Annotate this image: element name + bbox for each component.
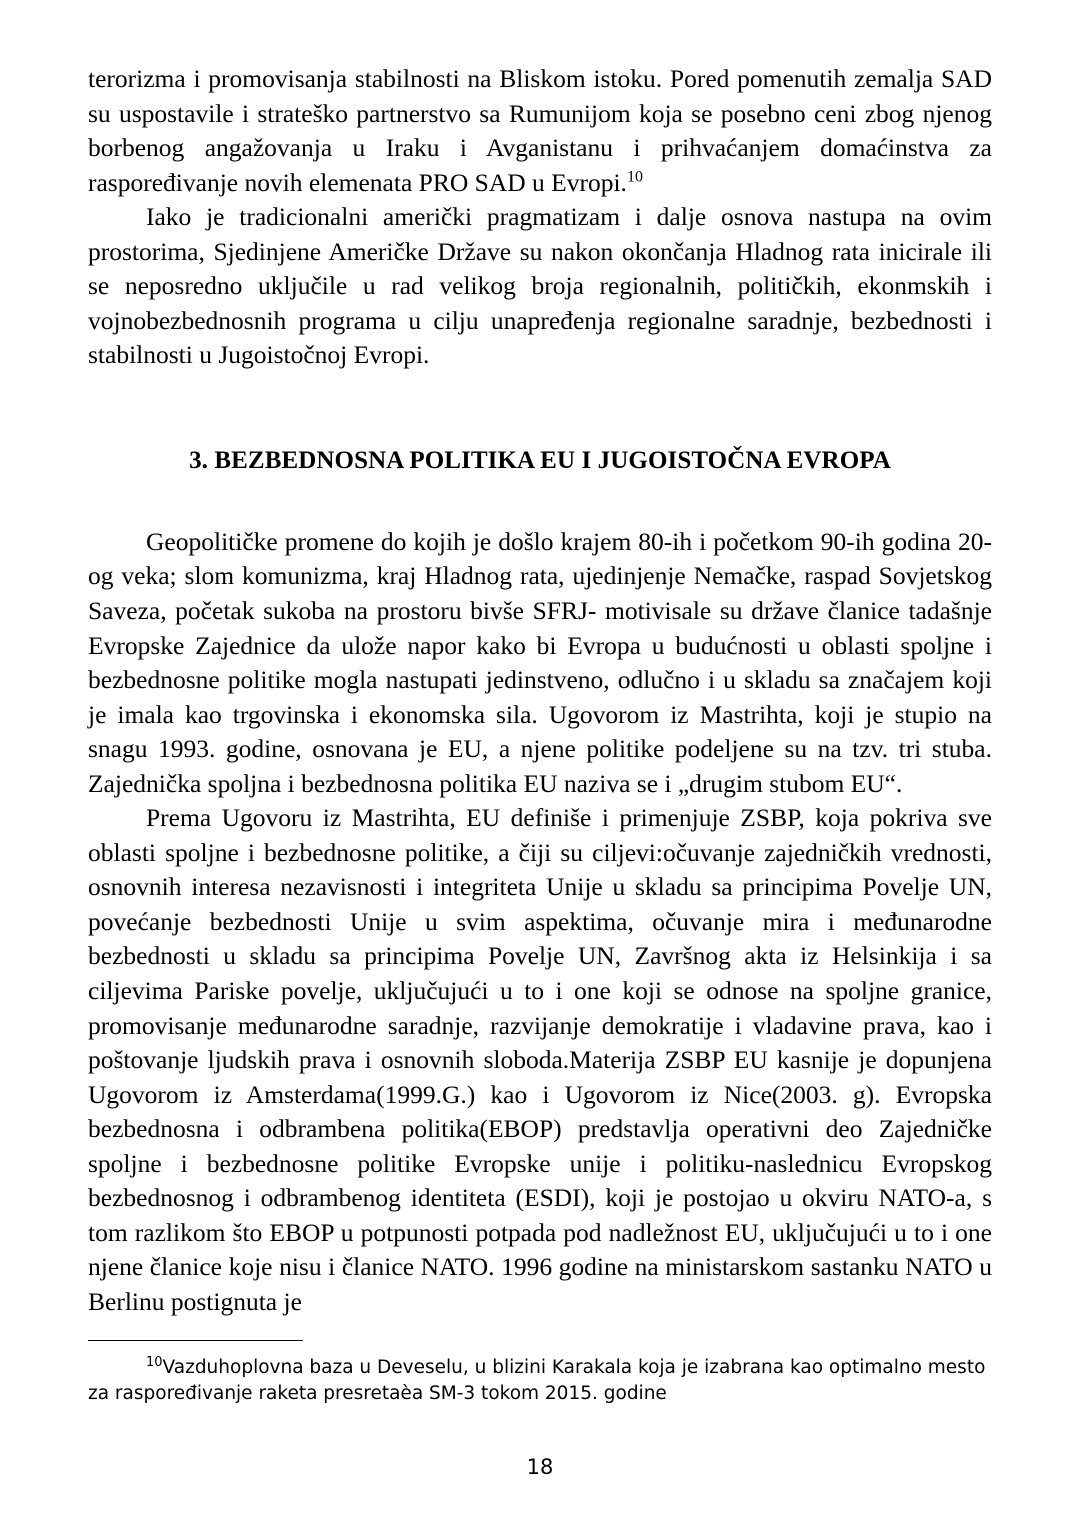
page-number: 18 (526, 1455, 554, 1479)
paragraph-pragmatizam: Iako je tradicionalni američki pragmatizam i dalje osnova nastupa na ovim prostorima, Sjedinjene Američke Države su nakon okončanja Hladnog rata inicirale ili se neposredno uključile u rad velikog broja regionalnih, političkih, ekonmskih i vojnobezbednosnih programa u cilju unapređenja regionalne saradnje, bezbednosti i stabilnosti u Jugoistočnoj Evropi. (88, 202, 992, 370)
footnote-marker: 10 (146, 1354, 163, 1370)
spacer-after-heading (88, 475, 992, 525)
footnote-body: Vazduhoplovna baza u Deveselu, u blizini Karakala koja je izabrana kao optimalno mesto za raspoređivanje raketa presretaèa SM-3 tokom 2015. godine (88, 1357, 986, 1404)
paragraph-text: terorizma i promovisanja stabilnosti na Bliskom istoku. Pored pomenutih zemalja SAD su uspostavile i strateško partnerstvo sa Rumunijom koja se posebno ceni zbog njenog borbenog angažovanja u Iraku i Avganistanu i prihvaćanjem domaćinstva za raspoređivanje novih elemenata PRO SAD u Evropi. (88, 64, 992, 197)
paragraph-geopoliticke: Geopolitičke promene do kojih je došlo krajem 80-ih i početkom 90-ih godina 20-og veka; slom komunizma, kraj Hladnog rata, ujedinjenje Nemačke, raspad Sovjetskog Saveza, početak sukoba na prostoru bivše SFRJ- motivisale su države članice tadašnje Evropske Zajednice da ulože napor kako bi Evropa u budućnosti u oblasti spoljne i bezbednosne politike mogla nastupati jedinstveno, odlučno i u skladu sa značajem koji je imala kao trgovinska i ekonomska sila. Ugovorom iz Mastrihta, koji je stupio na snagu 1993. godine, osnovana je EU, a njene politike podeljene su na tzv. tri stuba. Zajednička spoljna i bezbednosna politika EU naziva se i „drugim stubom EU“. (88, 526, 992, 798)
footnote (88, 1355, 992, 1406)
section-heading: 3. BEZBEDNOSNA POLITIKA EU I JUGOISTOČNA EVROPA (189, 446, 891, 474)
paragraph-zsbp: Prema Ugovoru iz Mastrihta, EU definiše i primenjuje ZSBP, koja pokriva sve oblasti spoljne i bezbednosne politike, a čiji su ciljevi:očuvanje zajedničkih vrednosti, osnovnih interesa nezavisnosti i integriteta Unije u skladu sa principima Povelje UN, povećanje bezbednosti Unije u svim aspektima, očuvanje mira i međunarodne bezbednosti u skladu sa principima Povelje UN, Završnog akta iz Helsinkija i sa ciljevima Pariske povelje, uključujući u to i one koji se odnose na spoljne granice, promovisanje međunarodne saradnje, razvijanje demokratije i vladavine prava, kao i poštovanje ljudskih prava i osnovnih sloboda.Materija ZSBP EU kasnije je dopunjena Ugovorom iz Amsterdama(1999.G.) kao i Ugovorom iz Nice(2003. g). Evropska bezbednosna i odbrambena politika(EBOP) predstavlja operativni deo Zajedničke spoljne i bezbednosne politike Evropske unije i politiku-naslednicu Evropskog bezbednosnog i odbrambenog identiteta (ESDI), koji je postojao u okviru NATO-a, s tom razlikom što EBOP u potpunosti potpada pod nadležnost EU, uključujući u to i one njene članice koje nisu i članice NATO. 1996 godine na ministarskom sastanku NATO u Berlinu postignuta je (88, 803, 992, 1316)
footnote-reference: 10 (626, 168, 643, 186)
footnote-separator (88, 1340, 303, 1341)
spacer-before-heading (88, 373, 992, 447)
paragraph-continued (88, 62, 992, 200)
footnote-area (88, 1340, 992, 1406)
